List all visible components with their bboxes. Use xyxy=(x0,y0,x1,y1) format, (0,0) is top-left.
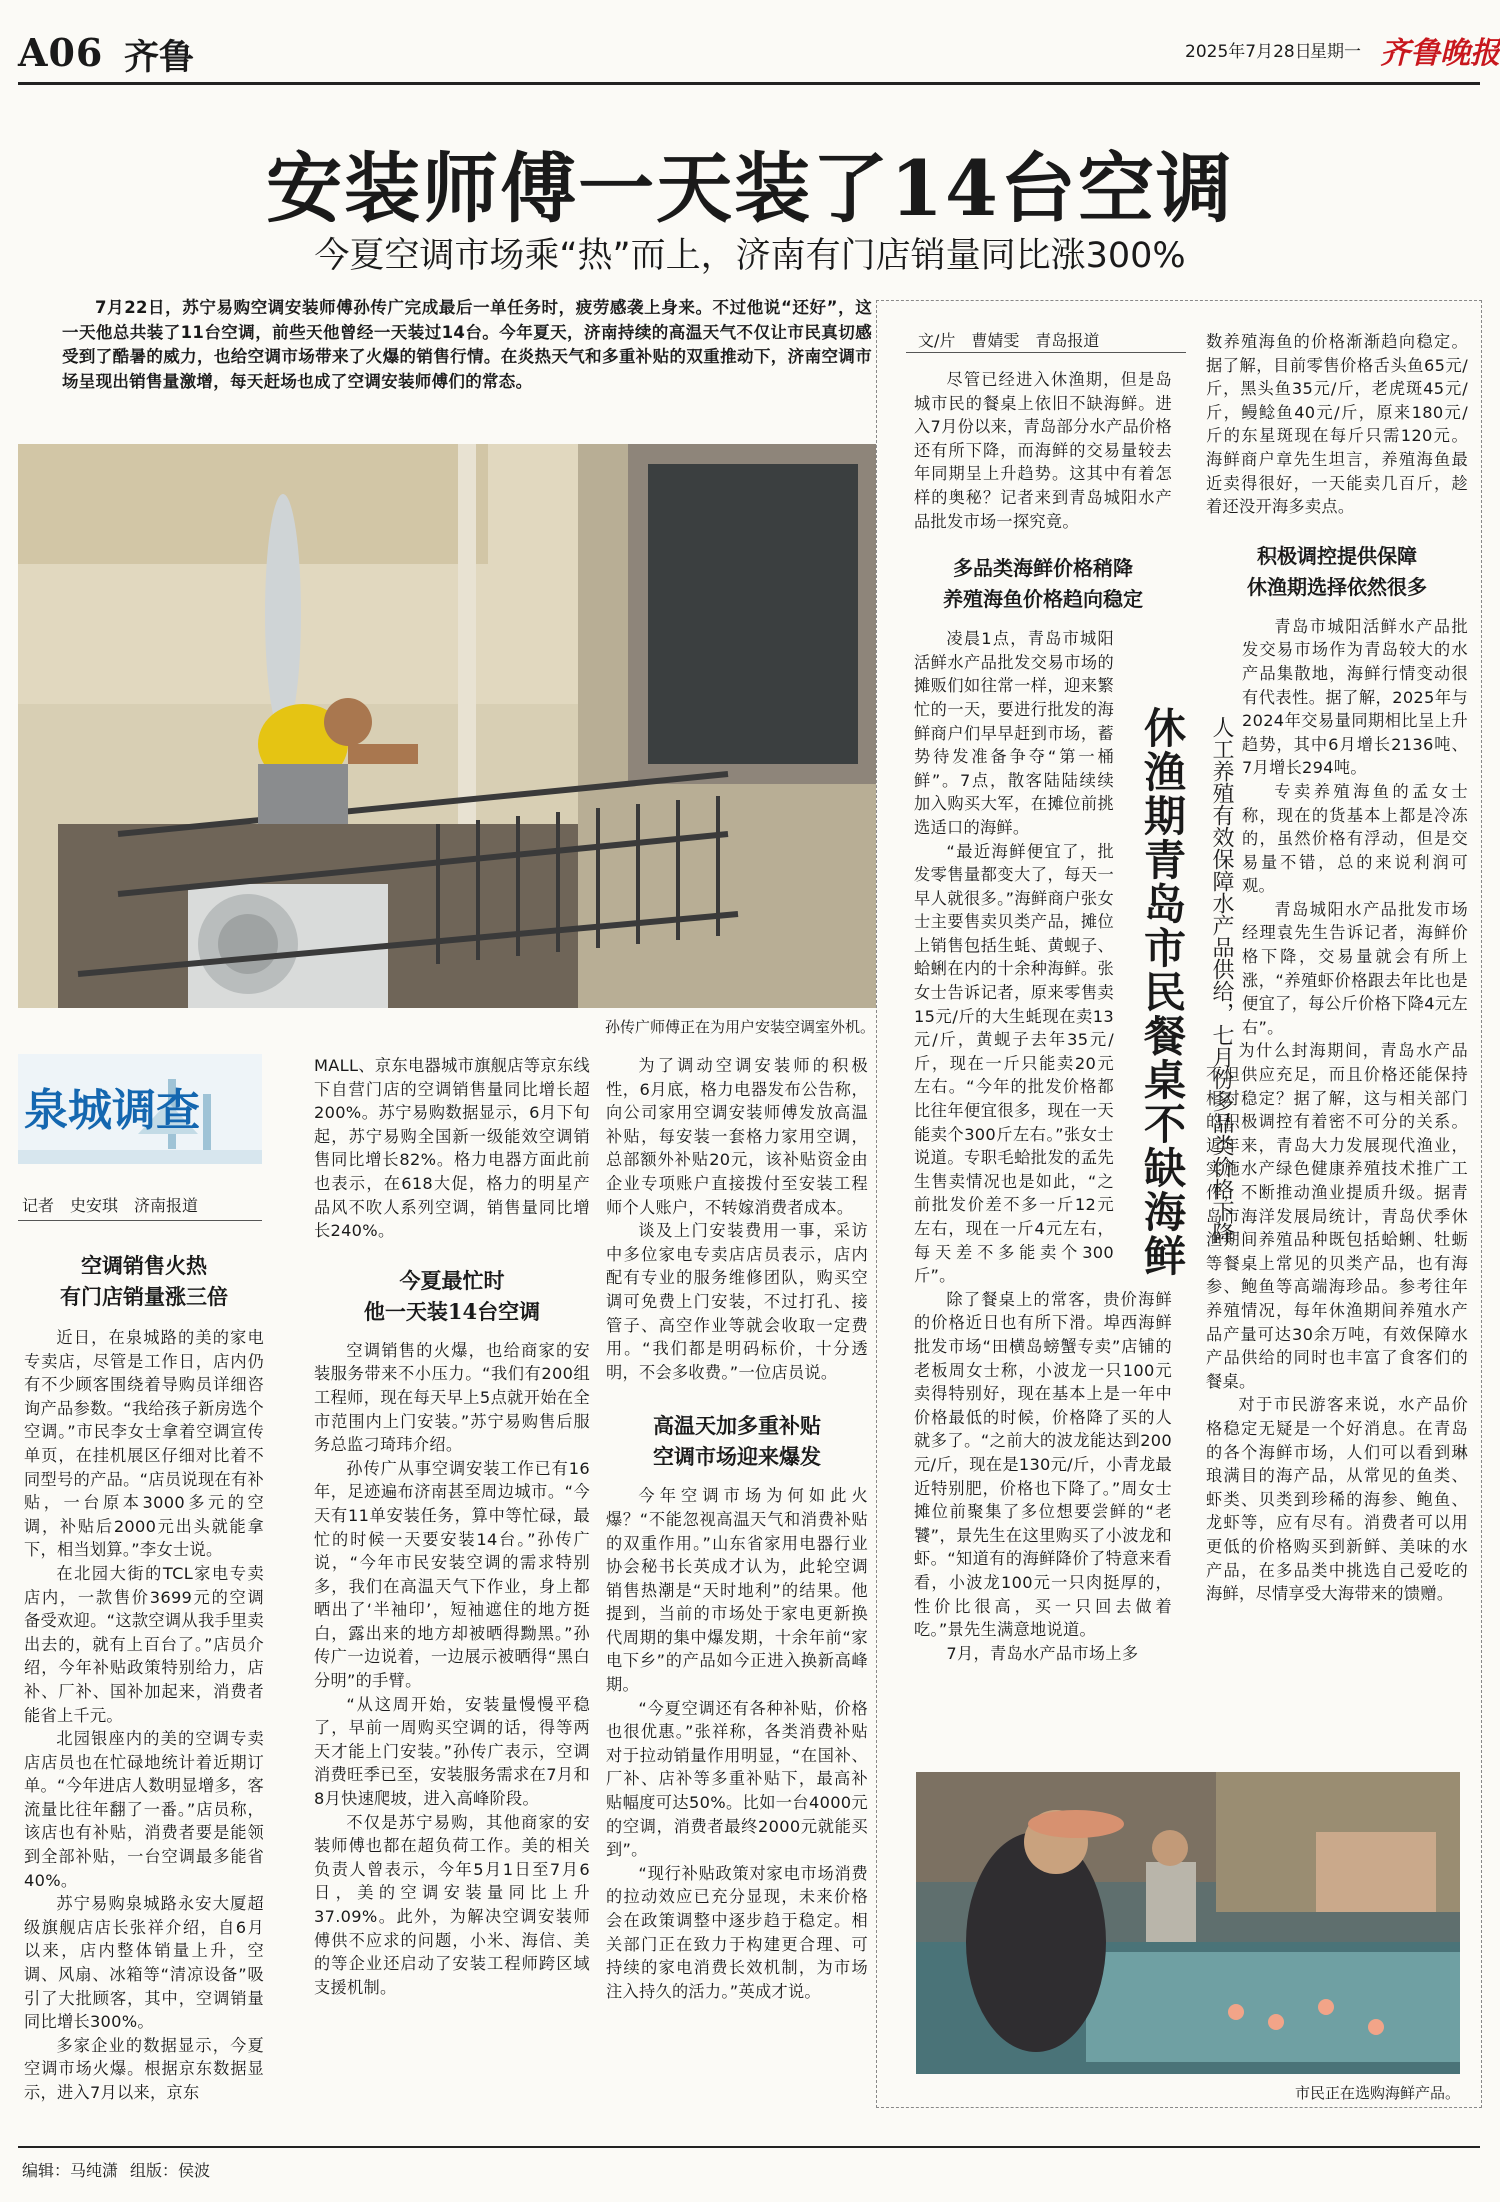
sec3-para: “今夏空调还有各种补贴，价格也很优惠。”张祥称，各类消费补贴对于拉动销量作用明显，“在国补、厂补、店补等多重补贴下，最高补贴幅度可达50%。比如一台4000元的空调，消费者最终2000元就能买到”。 xyxy=(606,1698,868,1860)
footer-editor: 编辑：马纯潇 xyxy=(22,2161,119,2180)
sec1-heading-line1: 空调销售火热 xyxy=(81,1253,207,1278)
right-sub1-heading-line1: 多品类海鲜价格稍降 xyxy=(953,556,1133,581)
installer-photo-caption: 孙传广师傅正在为用户安装空调室外机。 xyxy=(604,1018,875,1036)
main-headline: 安装师傅一天装了14台空调 xyxy=(266,144,1234,233)
byline-rule xyxy=(18,1220,262,1221)
sub-headline: 今夏空调市场乘“热”而上，济南有门店销量同比涨300% xyxy=(314,236,1186,276)
right-sub1-para: 凌晨1点，青岛市城阳活鲜水产品批发交易市场的摊贩们如往常一样，迎来繁忙的一天，要进行批发的海鲜商户们早早赶到市场，蓄势待发准备争夺“第一桶鲜”。7点，散客陆陆续续加入购买大军，在摊位前挑选适口的海鲜。 xyxy=(914,629,1114,837)
sec2-cont-para: MALL、京东电器城市旗舰店等京东线下自营门店的空调销售量同比增长超200%。苏宁易购数据显示，6月下旬起，苏宁易购全国新一级能效空调销售同比增长82%。格力电器方面此前也表示，在618大促，格力的明星产品风不吹人系列空调，销售量同比增长240%。 xyxy=(314,1056,590,1241)
right-sub2-para: 为什么封海期间，青岛水产品不但供应充足，而且价格还能保持相对稳定？据了解，这与相关部门的积极调控有着密不可分的关系。近年来，青岛大力发展现代渔业，实施水产绿色健康养殖技术推广工作，不断推动渔业提质升级。据青岛市海洋发展局统计，青岛伏季休渔期间养殖品种既包括蛤蜊、牡蛎等餐桌上常见的贝类产品，也有海参、鲍鱼等高端海珍品。参考往年养殖情况，每年休渔期间养殖水产品产量可达30余万吨，有效保障水产品供给的同时也丰富了食客们的餐桌。 xyxy=(1206,1041,1468,1391)
lead-paragraph: 7月22日，苏宁易购空调安装师傅孙传广完成最后一单任务时，疲劳感袭上身来。不过他说“还好”，这一天他总共装了11台空调，前些天他曾经一天装过14台。今年夏天，济南持续的高温天气不仅让市民真切感受到了酷暑的威力，也给空调市场带来了火爆的销售行情。在炎热天气和多重补贴的双重推动下，济南空调市场呈现出销售量激增，每天赶场也成了空调安装师傅们的常态。 xyxy=(62,298,872,391)
issue-weekday: 星期一 xyxy=(1310,42,1361,62)
right-col-b xyxy=(1206,330,1468,1606)
masthead-rule xyxy=(18,82,1480,85)
sec1-para: 近日，在泉城路的美的家电专卖店，尽管是工作日，店内仍有不少顾客围绕着导购员详细咨询产品参数。“我给孩子新房选个空调。”市民李女士拿着空调宣传单页，在挂机展区仔细对比着不同型号的产品。“店员说现在有补贴，一台原本3000多元的空调，补贴后2000元出头就能拿下，相当划算。”李女士说。 xyxy=(24,1328,264,1560)
sec2-heading-line2: 他一天装14台空调 xyxy=(363,1298,541,1324)
right-sub2-para: 对于市民游客来说，水产品价格稳定无疑是一个好消息。在青岛的各个海鲜市场，人们可以看到琳琅满目的海产品，从常见的鱼类、虾类、贝类到珍稀的海参、鲍鱼、龙虾等，应有尽有。消费者可以用更低的价格购买到新鲜、美味的水产品，在多品类中挑选自己爱吃的海鲜，尽情享受大海带来的馈赠。 xyxy=(1206,1395,1468,1604)
sec3-para: “现行补贴政策对家电市场消费的拉动效应已充分显现，未来价格会在政策调整中逐步趋于稳定。相关部门正在致力于构建更合理、可持续的家电消费长效机制，为市场注入持久的活力。”英成才说。 xyxy=(606,1863,868,2001)
right-sub2-para: 青岛城阳水产品批发市场经理袁先生告诉记者，海鲜价格下降，交易量就会有所上涨，“养殖虾价格跟去年比也是便宜了，每公斤价格下降4元左右”。 xyxy=(1242,899,1468,1037)
sec3-para: 今年空调市场为何如此火爆？“不能忽视高温天气和消费补贴的双重作用。”山东省家用电器行业协会秘书长英成才认为，此轮空调销售热潮是“天时地利”的结果。他提到，当前的市场处于家电更新换代周期的集中爆发期，十余年前“家电下乡”的产品如今正进入换新高峰期。 xyxy=(606,1486,868,1695)
sec1-para: 多家企业的数据显示，今夏空调市场火爆。根据京东数据显示，进入7月以来，京东 xyxy=(24,2035,264,2102)
sec3-top-para: 为了调动空调安装师的积极性，6月底，格力电器发布公告称，向公司家用空调安装师傅发放高温补贴，每安装一套格力家用空调，总部额外补贴20元，该补贴资金由企业专项账户直接拨付至安装工程师个人账户，不转嫁消费者成本。 xyxy=(606,1056,868,1217)
right-col2-para: 数养殖海鱼的价格渐渐趋向稳定。据了解，目前零售价格舌头鱼65元/斤，黑头鱼35元/斤，老虎斑45元/斤，鳗鲶鱼40元/斤，原来180元/斤的东星斑现在每斤只需120元。海鲜商户章先生坦言，养殖海鱼最近卖得很好，一天能卖几百斤，趁着还没开海多卖点。 xyxy=(1206,332,1468,517)
right-sub2-heading-line2: 休渔期选择依然很多 xyxy=(1247,574,1427,599)
right-sub2-para: 青岛市城阳活鲜水产品批发交易市场作为青岛较大的水产品集散地，海鲜行情变动很有代表性。据了解，2025年与2024年交易量同期相比呈上升趋势，其中6月增长2136吨、7月增长294吨。 xyxy=(1242,616,1468,778)
sec1-para: 北园银座内的美的空调专卖店店员也在忙碌地统计着近期订单。“今年进店人数明显增多，客流量比往年翻了一番。”店员称，该店也有补贴，消费者要是能领到全部补贴，一台空调最多能省40%。 xyxy=(24,1729,264,1890)
issue-date: 2025年7月28日 xyxy=(1185,42,1312,62)
seafood-photo-caption: 市民正在选购海鲜产品。 xyxy=(1294,2084,1460,2102)
sec2-heading-line1: 今夏最忙时 xyxy=(399,1267,505,1293)
seafood-market-photo xyxy=(916,1772,1460,2074)
sec2-para: 孙传广从事空调安装工作已有16年，足迹遍布济南甚至周边城市。“今天有11单安装任务，算中等忙碌，最忙的时候一天要安装14台。”孙传广说，“今年市民安装空调的需求特别多，我们在高温天气下作业，身上都晒出了‘半袖印’，短袖遮住的地方挺白，露出来的地方却被晒得黝黑。”孙传广一边说着，一边展示被晒得“黑白分明”的手臂。 xyxy=(314,1458,590,1691)
right-vertical-subtitle: 人工养殖有效保障水产品供给，七月份多品类价格下降 xyxy=(1209,716,1234,1244)
sec3-heading-line2: 空调市场迎来爆发 xyxy=(653,1444,821,1470)
footer-rule xyxy=(18,2146,1480,2148)
right-byline-rule xyxy=(906,352,1186,353)
page-number: A06 xyxy=(18,30,104,75)
right-sub1-para: “最近海鲜便宜了，批发零售量都变大了，每天一早人就很多。”海鲜商户张女士主要售卖贝类产品，摊位上销售包括生蚝、黄蚬子、蛤蜊在内的十余种海鲜。张女士告诉记者，原来零售卖15元/斤的大生蚝现在卖13元/斤，黄蚬子去年35元/斤，现在一斤只能卖20元左右。“今年的批发价格都比往年便宜很多，现在一天能卖个300斤左右。”张女士说道。专职毛蛤批发的孟先生售卖情况也是如此，“之前批发价差不多一斤12元左右，现在一斤4元左右，每天差不多能卖个300斤”。 xyxy=(914,841,1114,1286)
column-logo-text: 泉城调查 xyxy=(24,1085,200,1136)
right-sub1-para: 7月，青岛水产品市场上多 xyxy=(946,1643,1139,1663)
footer-layout: 组版：侯波 xyxy=(130,2161,211,2180)
sec3-top-para: 谈及上门安装费用一事，采访中多位家电专卖店店员表示，店内配有专业的服务维修团队，购买空调可免费上门安装，不过打孔、接管子、高空作业等就会收取一定费用。“我们都是明码标价，十分透明，不会多收费。”一位店员说。 xyxy=(606,1221,868,1382)
sec2-para: “从这周开始，安装量慢慢平稳了，早前一周购买空调的话，得等两天才能上门安装。”孙传广表示，空调消费旺季已至，安装服务需求在7月和8月快速爬坡，进入高峰阶段。 xyxy=(314,1694,590,1809)
column-logo xyxy=(18,1054,262,1164)
right-sub2-para: 专卖养殖海鱼的孟女士称，现在的货基本上都是冷冻的，虽然价格有浮动，但是交易量不错，总的来说利润可观。 xyxy=(1242,781,1468,896)
sec3-heading-line1: 高温天加多重补贴 xyxy=(653,1413,821,1439)
paper-logo: 齐鲁晚报 xyxy=(1380,36,1500,71)
right-intro: 尽管已经进入休渔期，但是岛城市民的餐桌上依旧不缺海鲜。进入7月份以来，青岛部分水产品价格还有所下降，而海鲜的交易量较去年同期呈上升趋势。这其中有着怎样的奥秘？记者来到青岛城阳水产品批发市场一探究竟。 xyxy=(914,370,1172,531)
sec1-para: 苏宁易购泉城路永安大厦超级旗舰店店长张祥介绍，自6月以来，店内整体销量上升，空调、风扇、冰箱等“清凉设备”吸引了大批顾客，其中，空调销量同比增长300%。 xyxy=(24,1894,264,2032)
col1 xyxy=(24,1250,264,2105)
col2 xyxy=(314,1054,590,1999)
installer-photo xyxy=(18,444,876,1008)
sec1-heading-line2: 有门店销量涨三倍 xyxy=(60,1284,228,1309)
col3 xyxy=(606,1054,868,2003)
right-vertical-title: 休渔期青岛市民餐桌不缺海鲜 xyxy=(1138,706,1187,1278)
right-sub1-para: 除了餐桌上的常客，贵价海鲜的价格近日也有所下滑。埠西海鲜批发市场“田横岛螃蟹专卖”店铺的老板周女士称，小波龙一只100元卖得特别好，现在基本上是一年中价格最低的时候，价格降了买的人就多了。“之前大的波龙能达到200元/斤，现在是130元/斤，小青龙最近特别肥，价格也下降了。”周女士摊位前聚集了多位想要尝鲜的“老饕”，景先生在这里购买了小波龙和虾。“知道有的海鲜降价了特意来看看，小波龙100元一只肉挺厚的，性价比很高，买一只回去做着吃。”景先生满意地说道。 xyxy=(914,1289,1172,1640)
sec1-para: 在北园大街的TCL家电专卖店内，一款售价3699元的空调备受欢迎。“这款空调从我手里卖出去的，就有上百台了。”店员介绍，今年补贴政策特别给力，店补、厂补、国补加起来，消费者能省上千元。 xyxy=(24,1563,264,1725)
byline-left: 记者 史安琪 济南报道 xyxy=(22,1196,199,1215)
section-name: 齐鲁 xyxy=(124,37,195,78)
right-sub2-heading-line1: 积极调控提供保障 xyxy=(1257,543,1417,568)
sec2-para: 不仅是苏宁易购，其他商家的安装师傅也都在超负荷工作。美的相关负责人曾表示，今年5月1日至7月6日，美的空调安装量同比上升37.09%。此外，为解决空调安装师傅供不应求的问题，小米、海信、美的等企业还启动了安装工程师跨区域支援机制。 xyxy=(314,1812,590,1997)
right-byline: 文/片 曹婧雯 青岛报道 xyxy=(918,331,1100,350)
right-sub1-heading-line2: 养殖海鱼价格趋向稳定 xyxy=(943,587,1143,612)
sec2-para: 空调销售的火爆，也给商家的安装服务带来不小压力。“我们有200组工程师，现在每天早上5点就开始在全市范围内上门安装。”苏宁易购售后服务总监刁琦玮介绍。 xyxy=(314,1340,590,1455)
